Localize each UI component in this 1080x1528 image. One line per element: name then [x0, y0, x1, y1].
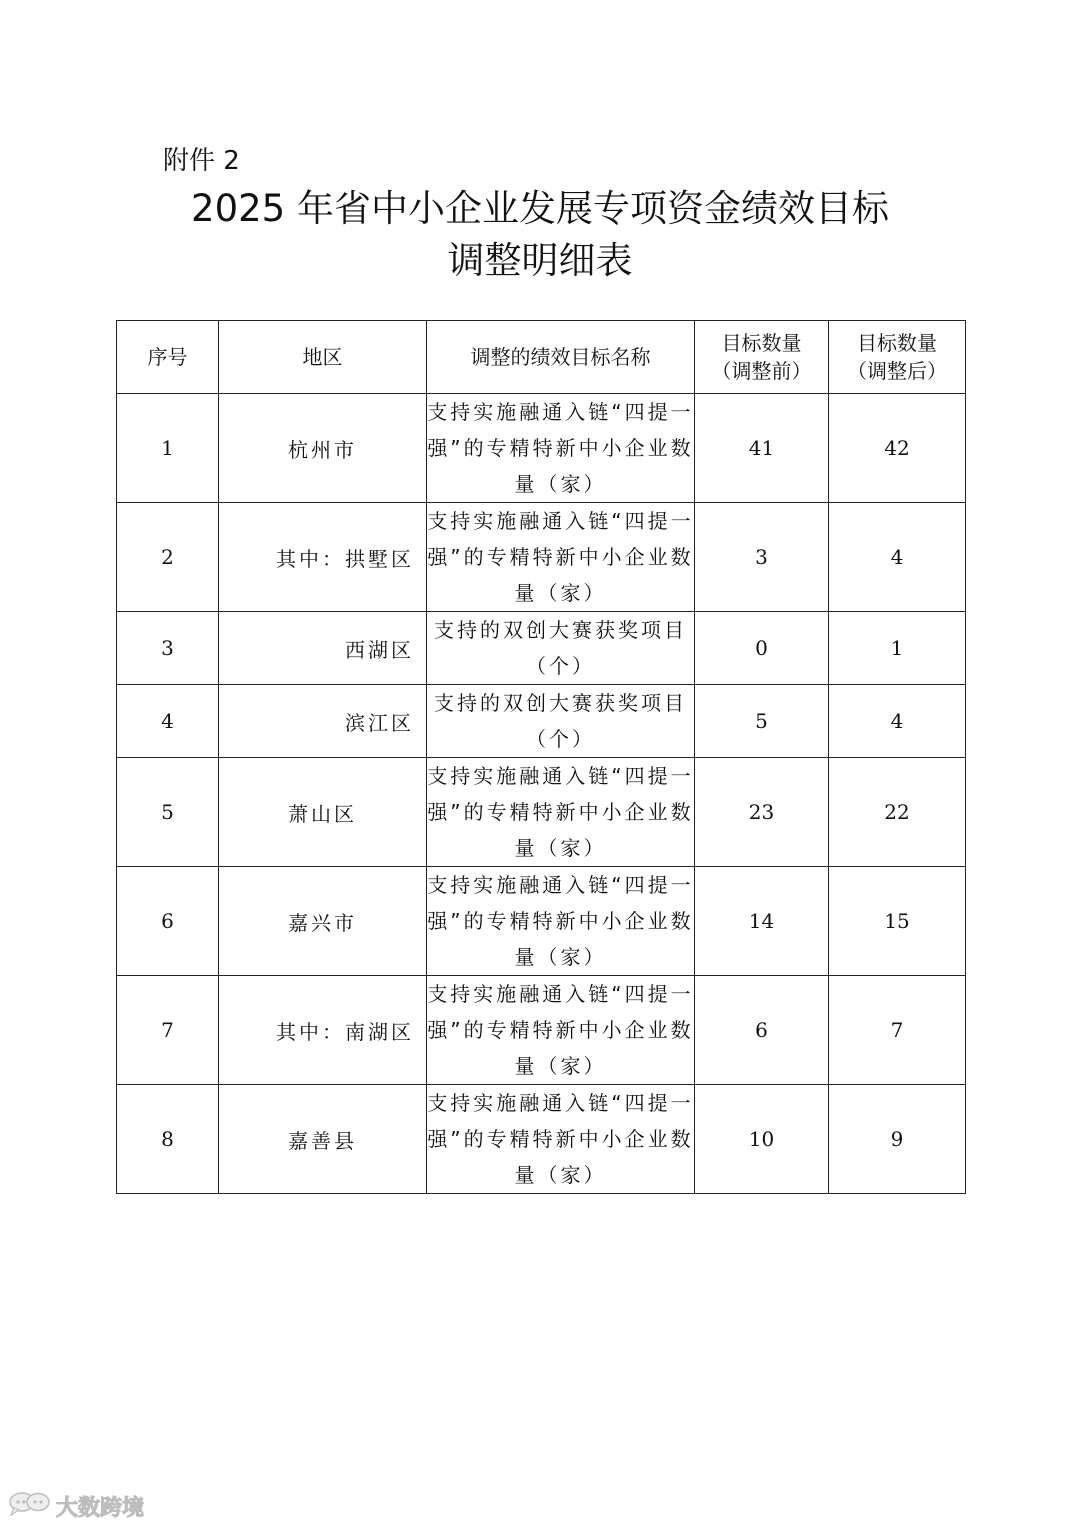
table-row	[117, 1085, 966, 1194]
cell-before: 6	[695, 976, 829, 1085]
header-before	[695, 321, 829, 394]
cell-before: 0	[695, 612, 829, 685]
table-header-row	[117, 321, 966, 394]
cell-before: 5	[695, 685, 829, 758]
header-region: 地区	[219, 321, 427, 394]
cell-after: 22	[829, 758, 966, 867]
watermark	[8, 1490, 144, 1522]
cell-region: 其中：拱墅区	[219, 503, 427, 612]
cell-region: 萧山区	[219, 758, 427, 867]
cell-before: 14	[695, 867, 829, 976]
header-before-title: 目标数量	[721, 331, 802, 355]
cell-seq: 4	[117, 685, 219, 758]
cell-goal: 支持实施融通入链“四提一强”的专精特新中小企业数量（家）	[427, 867, 695, 976]
document-title-line-1: 2025 年省中小企业发展专项资金绩效目标	[191, 187, 889, 230]
cell-goal: 支持的双创大赛获奖项目（个）	[427, 612, 695, 685]
cell-seq: 8	[117, 1085, 219, 1194]
table-row	[117, 758, 966, 867]
cell-before: 10	[695, 1085, 829, 1194]
header-before-note: （调整前）	[711, 359, 812, 383]
cell-region: 嘉兴市	[219, 867, 427, 976]
cell-seq: 6	[117, 867, 219, 976]
header-seq: 序号	[117, 321, 219, 394]
cell-region: 滨江区	[219, 685, 427, 758]
table-row	[117, 503, 966, 612]
cell-after: 4	[829, 685, 966, 758]
cell-region: 嘉善县	[219, 1085, 427, 1194]
cell-region: 杭州市	[219, 394, 427, 503]
cell-before: 3	[695, 503, 829, 612]
table-row	[117, 612, 966, 685]
cell-goal: 支持实施融通入链“四提一强”的专精特新中小企业数量（家）	[427, 976, 695, 1085]
cell-region: 西湖区	[219, 612, 427, 685]
table-row	[117, 685, 966, 758]
cell-after: 9	[829, 1085, 966, 1194]
watermark-text: 大数跨境	[56, 1495, 145, 1521]
cell-before: 23	[695, 758, 829, 867]
header-after	[829, 321, 966, 394]
cell-after: 42	[829, 394, 966, 503]
cell-seq: 5	[117, 758, 219, 867]
table-row	[117, 867, 966, 976]
chat-bubble-logo-icon	[8, 1490, 52, 1522]
adjustment-table	[116, 320, 966, 1194]
cell-goal: 支持的双创大赛获奖项目（个）	[427, 685, 695, 758]
cell-after: 7	[829, 976, 966, 1085]
table-row	[117, 394, 966, 503]
cell-goal: 支持实施融通入链“四提一强”的专精特新中小企业数量（家）	[427, 758, 695, 867]
header-after-title: 目标数量	[857, 331, 937, 355]
cell-seq: 7	[117, 976, 219, 1085]
cell-after: 1	[829, 612, 966, 685]
cell-seq: 1	[117, 394, 219, 503]
cell-seq: 3	[117, 612, 219, 685]
cell-goal: 支持实施融通入链“四提一强”的专精特新中小企业数量（家）	[427, 503, 695, 612]
header-after-note: （调整后）	[847, 359, 947, 383]
cell-region: 其中：南湖区	[219, 976, 427, 1085]
document-title-line-2: 调整明细表	[447, 239, 633, 282]
cell-seq: 2	[117, 503, 219, 612]
cell-after: 15	[829, 867, 966, 976]
header-goal: 调整的绩效目标名称	[427, 321, 695, 394]
table-row	[117, 976, 966, 1085]
cell-after: 4	[829, 503, 966, 612]
cell-before: 41	[695, 394, 829, 503]
cell-goal: 支持实施融通入链“四提一强”的专精特新中小企业数量（家）	[427, 394, 695, 503]
attachment-label: 附件 2	[163, 146, 240, 176]
cell-goal: 支持实施融通入链“四提一强”的专精特新中小企业数量（家）	[427, 1085, 695, 1194]
